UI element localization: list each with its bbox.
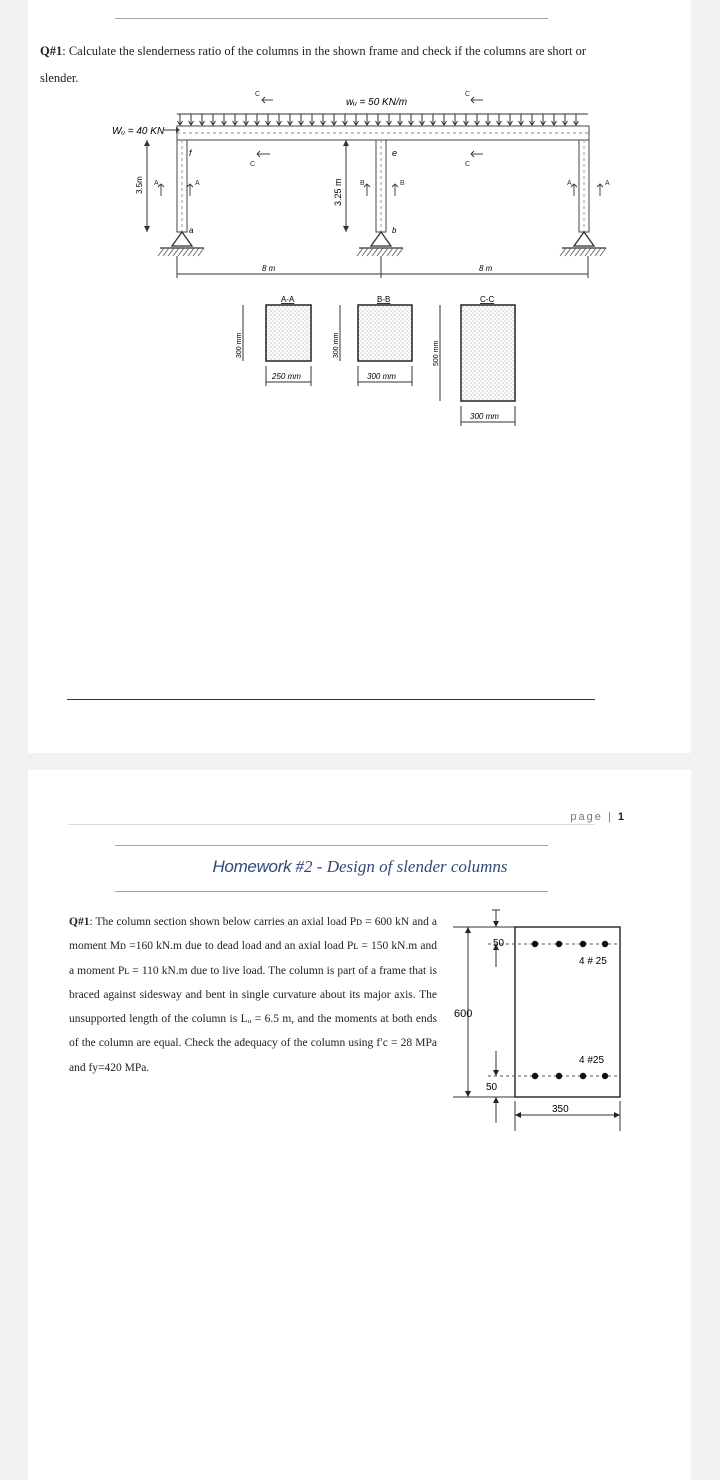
section-cc-width: 300 mm	[470, 412, 499, 421]
page-1-bottom-rule	[67, 699, 595, 700]
section-aa-width: 250 mm	[272, 372, 301, 381]
header-rule	[115, 18, 548, 19]
marker-c: C	[465, 91, 471, 98]
width-label: 350	[552, 1104, 569, 1115]
marker-a: A	[567, 180, 572, 187]
frame-figure	[70, 86, 630, 436]
title-part-2: #2 - Design of slender columns	[295, 857, 508, 876]
height-mid-label: 3.25 m	[333, 178, 343, 206]
depth-label: 600	[454, 1008, 473, 1020]
node-label-a: a	[189, 226, 194, 235]
marker-c: C	[465, 161, 471, 168]
homework-title	[0, 857, 720, 877]
height-left-label: 3.5m	[135, 176, 144, 194]
span-right-label: 8 m	[479, 264, 493, 273]
bars-top-label: 4 # 25	[579, 956, 607, 967]
marker-b: B	[400, 180, 405, 187]
marker-a: A	[605, 180, 610, 187]
question-1	[40, 38, 600, 92]
span-left-label: 8 m	[262, 264, 276, 273]
title-rule-top	[115, 845, 548, 846]
section-aa-height: 300 mm	[236, 332, 243, 358]
marker-c: C	[250, 161, 256, 168]
homework-question-label: Q#1	[69, 916, 90, 928]
page-label: page	[570, 811, 603, 823]
marker-a: A	[195, 180, 200, 187]
bars-bottom-label: 4 #25	[579, 1055, 605, 1066]
section-cc-height: 500 mm	[433, 340, 440, 366]
homework-question	[69, 910, 437, 1080]
page-number: page | 1	[570, 811, 624, 823]
node-label-f: f	[189, 148, 192, 158]
node-label-e: e	[392, 148, 398, 158]
marker-c: C	[255, 91, 261, 98]
section-bb-title: B-B	[377, 295, 391, 304]
point-load-label: Wᵤ = 40 KN	[112, 126, 165, 137]
section-aa-title: A-A	[281, 295, 295, 304]
cover-bottom-label: 50	[486, 1082, 498, 1093]
section-cc-title: C-C	[480, 295, 495, 304]
question-text: : Calculate the slenderness ratio of the columns in the shown frame and check if the columns are short or slender.	[40, 44, 587, 85]
section-bb-width: 300 mm	[367, 372, 396, 381]
uniform-load-label: wᵤ = 50 KN/m	[346, 97, 408, 108]
marker-a: A	[154, 180, 159, 187]
homework-question-text: : The column section shown below carries an axial load Pᴅ = 600 kN and a moment Mᴅ =160 kN.m due to dead load and an axial load Pʟ = 150 kN.m and a moment Pʟ = 110 kN.m due to live load. The column is part of a frame that is braced against sidesway and bent in single curvature about its major axis. The unsupported length of the column is Lᵤ = 6.5 m, and the moments at both ends of the column are equal. Check the adequacy of the column using f′c = 28 MPa and fy=420 MPa.	[69, 916, 437, 1074]
column-section-figure	[448, 905, 628, 1135]
page-number-value: 1	[617, 811, 624, 823]
node-label-b: b	[392, 226, 397, 235]
section-bb-height: 300 mm	[333, 332, 340, 358]
cover-top-label: 50	[493, 938, 505, 949]
question-label: Q#1	[40, 44, 63, 58]
page-2-header-rule	[68, 824, 595, 825]
title-part-1: Homework	[212, 857, 292, 876]
marker-b: B	[360, 180, 365, 187]
title-rule-bottom	[115, 891, 548, 892]
